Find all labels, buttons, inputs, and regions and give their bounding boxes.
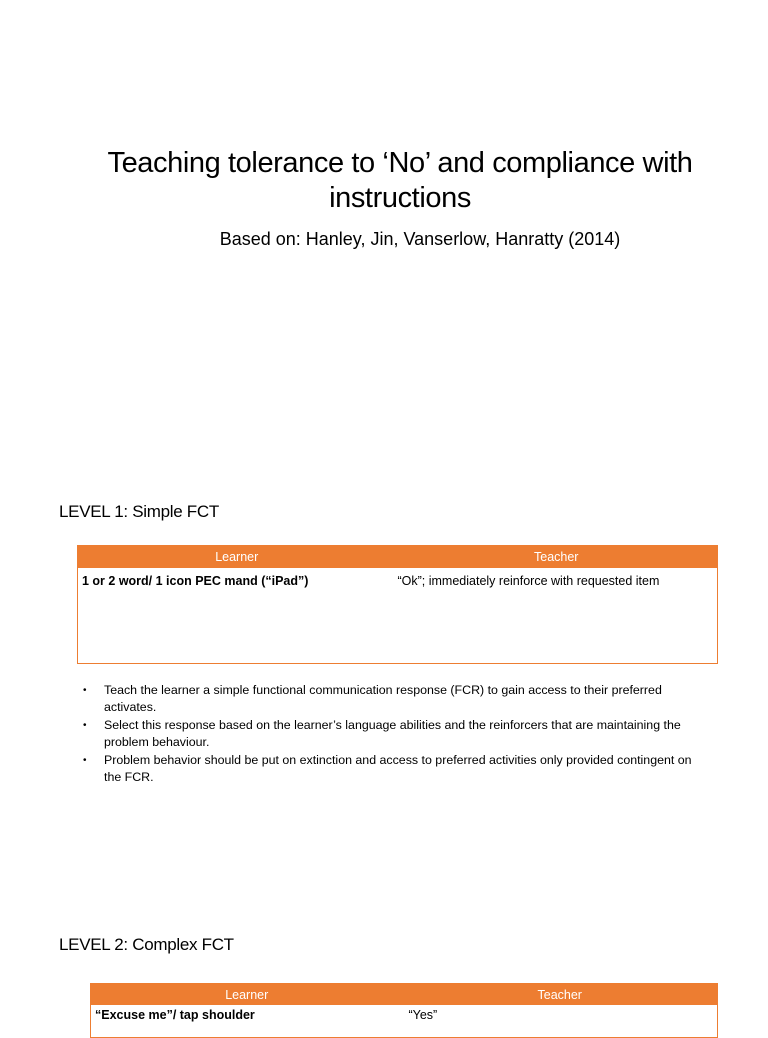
level-1-table xyxy=(77,545,718,664)
teacher-cell: “Ok”; immediately reinforce with requested item xyxy=(397,574,660,588)
list-item xyxy=(82,752,712,786)
list-item-text: Teach the learner a simple functional communication response (FCR) to gain access to their preferred activates. xyxy=(104,683,662,714)
list-item xyxy=(82,717,712,751)
bullet-icon: • xyxy=(83,755,87,766)
table-header-row xyxy=(91,984,718,1006)
teacher-column-header: Teacher xyxy=(403,984,718,1006)
teacher-cell: “Yes” xyxy=(408,1008,438,1022)
learner-cell: 1 or 2 word/ 1 icon PEC mand (“iPad”) xyxy=(82,574,309,588)
list-item-text: Select this response based on the learner’s language abilities and the reinforcers that are maintaining the problem behaviour. xyxy=(104,718,681,749)
bullet-icon: • xyxy=(83,685,87,696)
table-header-row xyxy=(78,546,718,569)
teacher-column-header: Teacher xyxy=(396,546,718,569)
level-1-bullet-list xyxy=(82,682,712,787)
level-2-heading: LEVEL 2: Complex FCT xyxy=(59,935,234,954)
document-title: Teaching tolerance to ‘No’ and compliance with instructions xyxy=(107,147,693,214)
list-item-text: Problem behavior should be put on extinction and access to preferred activities only provided contingent on the FCR. xyxy=(104,753,692,784)
learner-cell: “Excuse me”/ tap shoulder xyxy=(95,1008,255,1022)
table-row xyxy=(78,568,718,664)
level-2-table xyxy=(90,983,718,1038)
document-subtitle: Based on: Hanley, Jin, Vanserlow, Hanratty (2014) xyxy=(219,229,621,249)
learner-column-header: Learner xyxy=(91,984,403,1006)
list-item xyxy=(82,682,712,716)
bullet-icon: • xyxy=(83,720,87,731)
level-1-heading: LEVEL 1: Simple FCT xyxy=(59,502,219,521)
learner-column-header: Learner xyxy=(78,546,396,569)
table-row xyxy=(91,1005,718,1038)
